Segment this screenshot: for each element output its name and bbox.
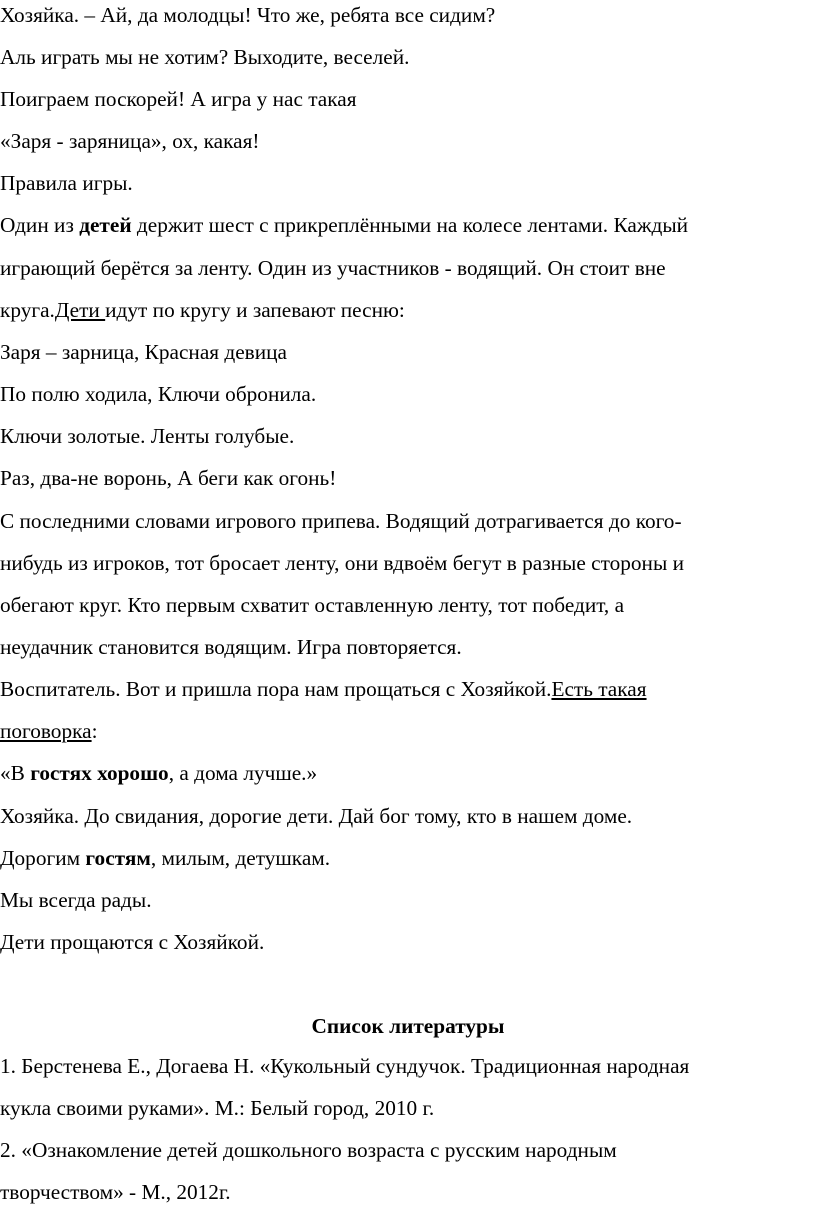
text-span: кукла своими руками». М.: Белый город, 2010 г. — [0, 1096, 435, 1120]
text-span: Хозяйка. – Ай, да молодцы! Что же, ребята все сидим? — [0, 3, 496, 27]
reference-item — [0, 1053, 689, 1079]
reference-item — [0, 1137, 617, 1163]
text-line — [0, 929, 264, 955]
text-span: Аль играть мы не хотим? Выходите, веселей. — [0, 45, 410, 69]
text-span: 2. «Ознакомление детей дошкольного возраста с русским народным — [0, 1138, 617, 1162]
text-line — [0, 676, 647, 702]
text-span: «В — [0, 761, 31, 785]
text-span: круга. — [0, 298, 55, 322]
text-span: держит шест с прикреплёнными на колесе лентами. Каждый — [131, 213, 689, 237]
text-span: Дорогим — [0, 846, 86, 870]
text-line — [0, 592, 624, 618]
text-span: Ключи золотые. Ленты голубые. — [0, 424, 295, 448]
text-span: Хозяйка. До свидания, дорогие дети. Дай бог тому, кто в нашем доме. — [0, 804, 633, 828]
bold-text: гостях хорошо — [30, 761, 169, 785]
underlined-link[interactable]: поговорка — [0, 719, 92, 743]
text-line — [0, 339, 287, 365]
text-line — [0, 212, 688, 238]
text-line — [0, 2, 495, 28]
text-span: идут по кругу и запевают песню: — [105, 298, 405, 322]
text-line — [0, 86, 357, 112]
text-line — [0, 381, 316, 407]
text-span: Раз, два-не воронь, А беги как огонь! — [0, 466, 337, 490]
text-line — [0, 297, 405, 323]
text-span: Воспитатель. Вот и пришла пора нам прощаться с Хозяйкой. — [0, 677, 552, 701]
bold-text: гостям — [85, 846, 151, 870]
text-span: нибудь из игроков, тот бросает ленту, они вдвоём бегут в разные стороны и — [0, 551, 684, 575]
text-span: С последними словами игрового припева. Водящий дотрагивается до кого- — [0, 509, 682, 533]
text-span: 1. Берстенева Е., Догаева Н. «Кукольный сундучок. Традиционная народная — [0, 1054, 690, 1078]
text-span: Мы всегда рады. — [0, 888, 152, 912]
text-span: Дети прощаются с Хозяйкой. — [0, 930, 265, 954]
text-span: неудачник становится водящим. Игра повторяется. — [0, 635, 462, 659]
text-span: По полю ходила, Ключи обронила. — [0, 382, 317, 406]
text-line — [0, 760, 317, 786]
text-line — [0, 465, 336, 491]
reference-item — [0, 1095, 434, 1121]
underlined-link[interactable]: Дети — [54, 298, 106, 322]
underlined-link[interactable]: Есть такая — [551, 677, 647, 701]
text-span: «Заря - заряница», ох, какая! — [0, 129, 260, 153]
reference-item — [0, 1179, 231, 1205]
text-line — [0, 845, 330, 871]
text-line — [0, 887, 152, 913]
text-span: обегают круг. Кто первым схватит оставленную ленту, тот победит, а — [0, 593, 625, 617]
text-line — [0, 550, 684, 576]
text-span: Поиграем поскорей! А игра у нас такая — [0, 87, 357, 111]
text-line — [0, 803, 632, 829]
text-line — [0, 718, 98, 744]
text-span: играющий берётся за ленту. Один из участников - водящий. Он стоит вне — [0, 256, 666, 280]
text-span: Правила игры. — [0, 171, 133, 195]
references-heading: Список литературы — [311, 1014, 505, 1038]
text-line — [0, 423, 294, 449]
bold-text: детей — [79, 213, 132, 237]
text-line — [0, 128, 259, 154]
text-span: Один из — [0, 213, 80, 237]
text-line — [0, 170, 133, 196]
text-line — [0, 255, 666, 281]
text-span: творчеством» - М., 2012г. — [0, 1180, 231, 1204]
text-span: : — [91, 719, 98, 743]
text-line — [0, 508, 682, 534]
text-line — [0, 634, 462, 660]
text-span: , милым, детушкам. — [150, 846, 331, 870]
text-line — [0, 44, 409, 70]
text-span: Заря – зарница, Красная девица — [0, 340, 287, 364]
text-span: , а дома лучше.» — [168, 761, 318, 785]
